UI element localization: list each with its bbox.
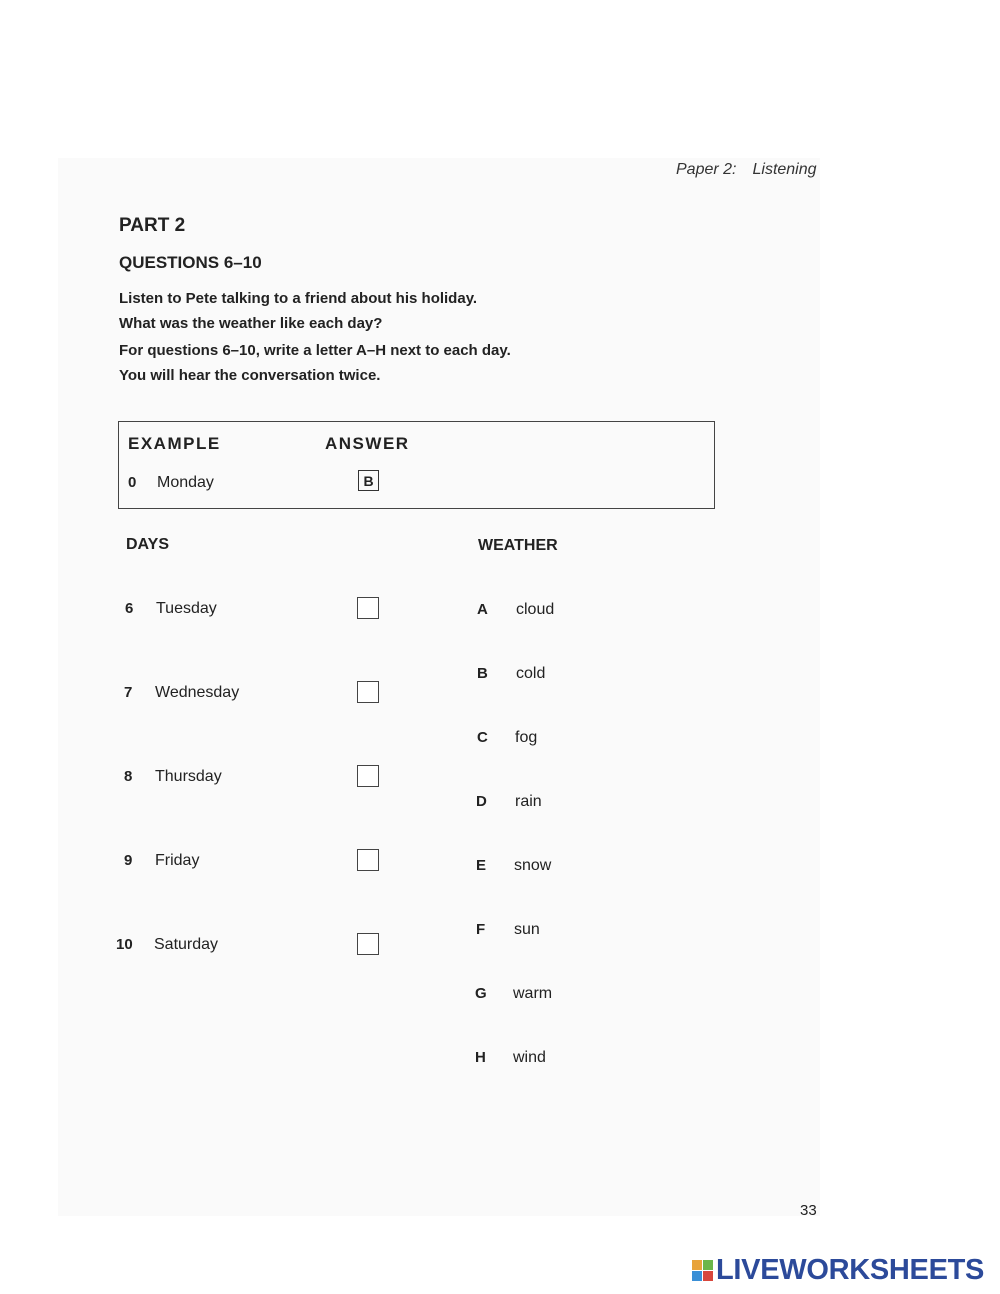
weather-word: sun bbox=[514, 921, 540, 938]
example-number: 0 bbox=[128, 474, 137, 491]
answer-box-8[interactable] bbox=[357, 765, 379, 787]
example-label: EXAMPLE bbox=[128, 434, 221, 453]
weather-letter: A bbox=[477, 601, 488, 618]
answer-box-7[interactable] bbox=[357, 681, 379, 703]
questions-title: QUESTIONS 6–10 bbox=[119, 253, 262, 272]
liveworksheets-brand bbox=[692, 1254, 984, 1287]
paper-header bbox=[676, 161, 817, 179]
weather-header: WEATHER bbox=[478, 537, 558, 554]
day-name: Friday bbox=[155, 852, 200, 869]
day-name: Wednesday bbox=[155, 684, 240, 701]
weather-letter: C bbox=[477, 729, 488, 746]
day-name: Tuesday bbox=[156, 600, 217, 617]
weather-letter: F bbox=[476, 921, 486, 938]
weather-word: snow bbox=[514, 857, 552, 874]
weather-letter: B bbox=[477, 665, 488, 682]
weather-word: cold bbox=[516, 665, 546, 682]
instruction-line: You will hear the conversation twice. bbox=[119, 367, 381, 384]
weather-word: wind bbox=[513, 1049, 546, 1066]
day-number: 6 bbox=[125, 600, 134, 617]
days-header: DAYS bbox=[126, 536, 169, 553]
day-name: Saturday bbox=[154, 936, 219, 953]
answer-box-9[interactable] bbox=[357, 849, 379, 871]
weather-word: fog bbox=[515, 729, 538, 746]
section-label: Listening bbox=[752, 161, 817, 178]
day-number: 9 bbox=[124, 852, 133, 869]
brand-name: LIVEWORKSHEETS bbox=[716, 1254, 985, 1286]
liveworksheets-logo-icon bbox=[692, 1260, 714, 1282]
answer-box-6[interactable] bbox=[357, 597, 379, 619]
weather-letter: E bbox=[476, 857, 487, 874]
weather-letter: G bbox=[475, 985, 487, 1002]
weather-word: warm bbox=[513, 985, 553, 1002]
paper-label: Paper 2: bbox=[676, 161, 737, 178]
instruction-line: What was the weather like each day? bbox=[119, 315, 383, 332]
day-number: 8 bbox=[124, 768, 133, 785]
day-name: Thursday bbox=[155, 768, 222, 785]
instruction-line: For questions 6–10, write a letter A–H next to each day. bbox=[119, 342, 511, 359]
page-number: 33 bbox=[800, 1202, 817, 1219]
weather-letter: H bbox=[475, 1049, 486, 1066]
day-number: 10 bbox=[116, 936, 133, 953]
answer-label: ANSWER bbox=[325, 434, 410, 453]
weather-word: rain bbox=[515, 793, 542, 810]
part-title: PART 2 bbox=[119, 215, 186, 236]
example-day: Monday bbox=[157, 474, 214, 491]
answer-box-10[interactable] bbox=[357, 933, 379, 955]
weather-word: cloud bbox=[516, 601, 555, 618]
weather-letter: D bbox=[476, 793, 487, 810]
day-number: 7 bbox=[124, 684, 133, 701]
example-answer-box: B bbox=[358, 470, 379, 491]
instruction-line: Listen to Pete talking to a friend about his holiday. bbox=[119, 290, 478, 307]
